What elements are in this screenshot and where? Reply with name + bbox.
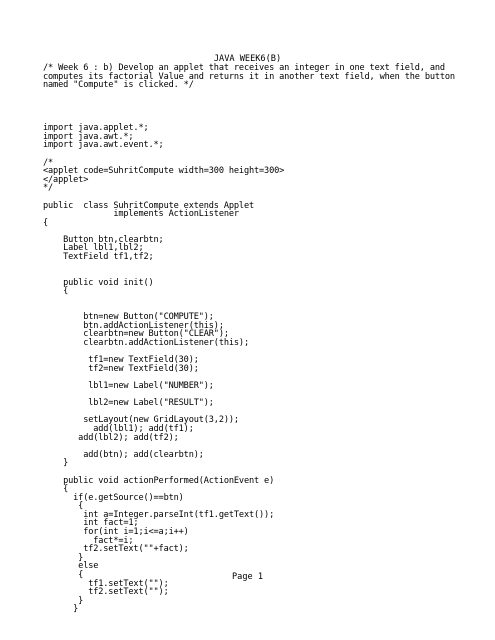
code-line: <applet code=SuhritCompute width=300 height=300> — [43, 166, 285, 177]
code-line: import java.awt.*; — [43, 131, 134, 142]
code-line: { — [43, 286, 69, 297]
code-line — [43, 296, 455, 305]
code-line: { — [43, 217, 49, 228]
code-line: { — [43, 501, 84, 512]
code-line — [43, 90, 455, 99]
code-line: setLayout(new GridLayout(3,2)); — [43, 415, 239, 426]
code-line: clearbtn=new Button("CLEAR"); — [43, 329, 229, 340]
code-line: TextField tf1,tf2; — [43, 252, 154, 263]
code-line: add(lbl1); add(tf1); — [43, 423, 194, 434]
code-line: tf2.setText(""+fact); — [43, 544, 189, 555]
code-line: clearbtn.addActionListener(this); — [43, 338, 249, 348]
code-line: public void actionPerformed(ActionEvent e) — [43, 475, 275, 486]
code-line: public class SuhritCompute extends Applet — [43, 200, 255, 211]
code-line: named "Compute" is clicked. */ — [43, 80, 194, 91]
code-line — [43, 98, 455, 107]
code-line: tf2=new TextField(30); — [43, 363, 199, 374]
code-line: Label lbl1,lbl2; — [43, 243, 144, 254]
code-line: tf1.setText(""); — [43, 578, 169, 589]
code-line: { — [43, 570, 84, 581]
code-line: computes its factorial Value and returns it in another text field, when the button — [43, 71, 455, 82]
code-line: } — [43, 595, 84, 606]
code-line: int a=Integer.parseInt(tf1.getText()); — [43, 509, 275, 520]
code-line — [43, 107, 455, 116]
code-line: */ — [43, 183, 54, 194]
code-line — [43, 262, 455, 271]
code-line: import java.applet.*; — [43, 123, 149, 134]
code-line: } — [43, 552, 84, 563]
code-line: /* — [43, 157, 54, 168]
document-title: JAVA WEEK6(B) — [213, 54, 282, 64]
code-line: fact*=i; — [43, 535, 134, 546]
code-line: lbl1=new Label("NUMBER"); — [43, 380, 214, 391]
code-line: btn.addActionListener(this); — [43, 320, 224, 331]
code-line: int fact=1; — [43, 518, 139, 529]
code-line — [43, 150, 455, 159]
code-line: } — [43, 604, 79, 615]
code-line: public void init() — [43, 277, 154, 288]
code-line: for(int i=1;i<=a;i++) — [43, 527, 189, 538]
code-line: add(lbl2); add(tf2); — [43, 432, 179, 443]
code-listing — [43, 64, 455, 614]
code-line: btn=new Button("COMPUTE"); — [43, 312, 214, 323]
page-number: Page 1 — [231, 572, 264, 582]
code-line: tf2.setText(""); — [43, 587, 169, 598]
code-line: implements ActionListener — [43, 209, 239, 220]
code-line: /* Week 6 : b) Develop an applet that receives an integer in one text field, and — [43, 63, 445, 73]
code-line: Button btn,clearbtn; — [43, 234, 164, 245]
code-line: add(btn); add(clearbtn); — [43, 449, 204, 460]
code-line: } — [43, 458, 69, 469]
code-line: lbl2=new Label("RESULT"); — [43, 398, 214, 409]
code-line: tf1=new TextField(30); — [43, 355, 199, 366]
code-line: else — [43, 561, 99, 572]
code-line: if(e.getSource()==btn) — [43, 492, 184, 503]
code-line: { — [43, 484, 69, 495]
code-line: import java.awt.event.*; — [43, 140, 164, 151]
code-line: </applet> — [43, 174, 89, 185]
